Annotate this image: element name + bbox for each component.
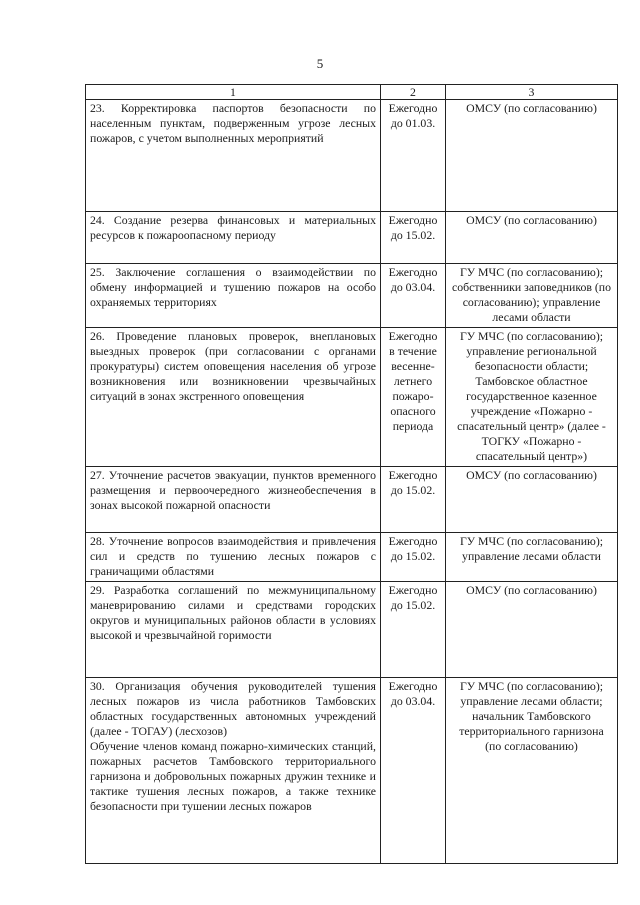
term-cell: Ежегодно до 15.02. — [381, 467, 446, 533]
task-cell: 29. Разработка соглашений по межмуниципальному маневрированию силами и средствами городских округов и муниципальных районов области в условиях высокой и чрезвычайной горимости — [86, 582, 381, 678]
term-cell: Ежегодно до 15.02. — [381, 212, 446, 264]
task-cell: 24. Создание резерва финансовых и материальных ресурсов к пожароопасному периоду — [86, 212, 381, 264]
task-cell: 28. Уточнение вопросов взаимодействия и привлечения сил и средств по тушению лесных пожаров с граничащими областями — [86, 533, 381, 582]
table-row — [86, 533, 618, 582]
term-cell: Ежегодно до 03.04. — [381, 678, 446, 864]
responsible-cell: ОМСУ (по согласованию) — [446, 467, 618, 533]
table-row — [86, 328, 618, 467]
column-header-1: 1 — [86, 85, 381, 100]
responsible-cell: ОМСУ (по согласованию) — [446, 100, 618, 212]
table-row — [86, 467, 618, 533]
task-cell: 25. Заключение соглашения о взаимодействии по обмену информацией и тушению пожаров на особо охраняемых территориях — [86, 264, 381, 328]
responsible-cell: ГУ МЧС (по согласованию); управление региональной безопасности области; Тамбовское областное государственное казенное учреждение «Пожарно - спасательный центр» (далее - ТОГКУ «Пожарно - спасательный центр») — [446, 328, 618, 467]
measures-table — [85, 84, 618, 864]
term-cell: Ежегодно до 15.02. — [381, 533, 446, 582]
table-row — [86, 678, 618, 864]
task-extra-text: Обучение членов команд пожарно-химических станций, пожарных расчетов Тамбовского территориального гарнизона и добровольных пожарных дружин технике и тактике тушения лесных пожаров, а также технике безопасности при тушении лесных пожаров — [90, 739, 376, 813]
table-header-row — [86, 85, 618, 100]
responsible-cell: ГУ МЧС (по согласованию); управление лесами области — [446, 533, 618, 582]
task-cell: 23. Корректировка паспортов безопасности по населенным пунктам, подверженным угрозе лесных пожаров, с учетом выполненных мероприятий — [86, 100, 381, 212]
term-cell: Ежегодно до 15.02. — [381, 582, 446, 678]
term-cell: Ежегодно до 03.04. — [381, 264, 446, 328]
task-cell — [86, 678, 381, 864]
task-text: 30. Организация обучения руководителей тушения лесных пожаров из числа работников Тамбовских областных государственных автономных учреждений (далее - ТОГАУ) (лесхозов) — [90, 679, 376, 738]
table-row — [86, 264, 618, 328]
column-header-3: 3 — [446, 85, 618, 100]
term-cell: Ежегодно в течение весенне-летнего пожаро-опасного периода — [381, 328, 446, 467]
term-cell: Ежегодно до 01.03. — [381, 100, 446, 212]
responsible-cell: ГУ МЧС (по согласованию); управление лесами области; начальник Тамбовского территориального гарнизона (по согласованию) — [446, 678, 618, 864]
table-row — [86, 100, 618, 212]
responsible-cell: ОМСУ (по согласованию) — [446, 582, 618, 678]
table-row — [86, 212, 618, 264]
task-cell: 27. Уточнение расчетов эвакуации, пунктов временного размещения и первоочередного жизнеобеспечения в зонах высокой пожарной опасности — [86, 467, 381, 533]
column-header-2: 2 — [381, 85, 446, 100]
responsible-cell: ОМСУ (по согласованию) — [446, 212, 618, 264]
table-row — [86, 582, 618, 678]
responsible-cell: ГУ МЧС (по согласованию); собственники заповедников (по согласованию); управление лесами области — [446, 264, 618, 328]
page-number: 5 — [316, 56, 324, 71]
task-cell: 26. Проведение плановых проверок, внеплановых выездных проверок (при согласовании с органами прокуратуры) систем оповещения населения об угрозе возникновения или возникновении чрезвычайных ситуаций в зонах экстренного оповещения — [86, 328, 381, 467]
